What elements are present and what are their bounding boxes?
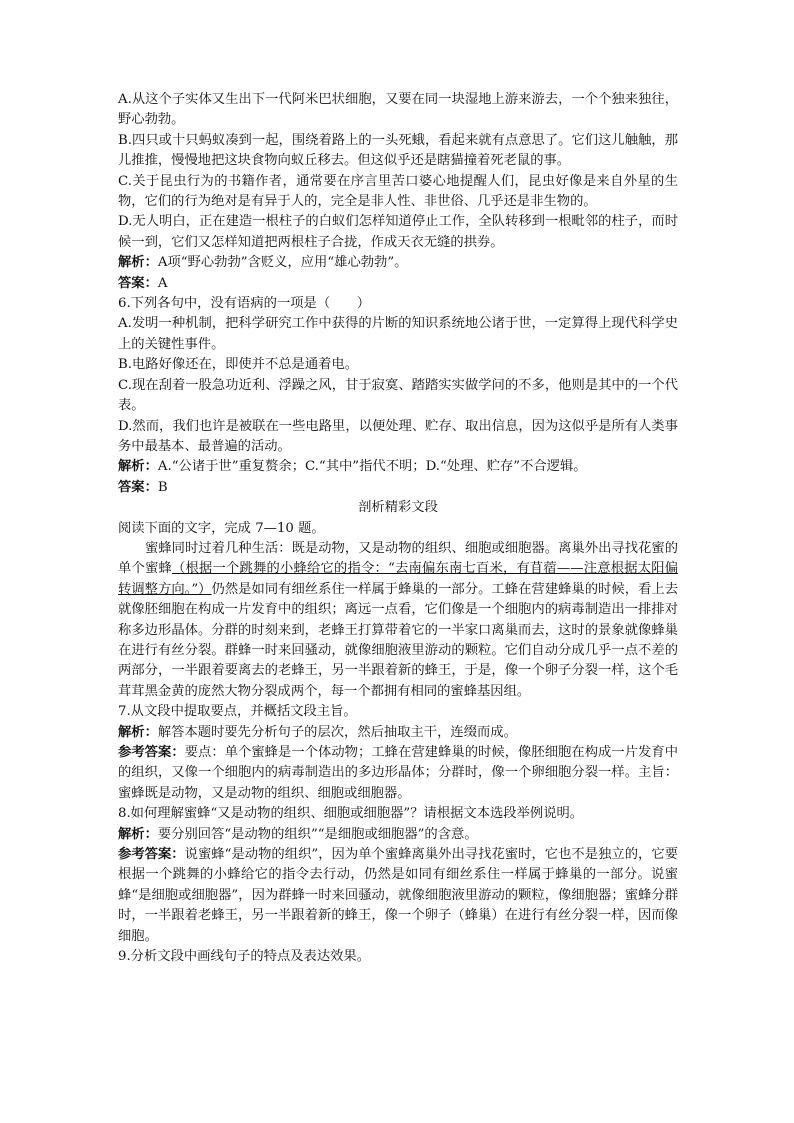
analysis-label: 解析： <box>118 826 158 842</box>
q7-analysis-text: 解答本题时要先分析句子的层次，然后抽取主干，连缀而成。 <box>157 724 517 740</box>
q6-option-c: C.现在刮着一股急功近利、浮躁之风，甘于寂寞、踏踏实实做学问的不多，他则是其中的一个代表。 <box>118 377 678 414</box>
analysis-label: 解析： <box>118 724 158 740</box>
q7-reference-text: 要点：单个蜜蜂是一个体动物；工蜂在营建蜂巢的时候，像胚细胞在构成一片发育中的组织，又像一个细胞内的病毒制造出的多边形晶体；分群时，像一个卵细胞分裂一样。主旨：蜜蜂既是动物，又是动物的组织、细胞或细胞器。 <box>118 745 678 801</box>
q9-stem: 9.分析文段中画线句子的特点及表达效果。 <box>118 949 371 965</box>
answer-label: 答案： <box>118 479 158 495</box>
reading-intro: 阅读下面的文字，完成 7—10 题。 <box>118 520 325 536</box>
section-title: 剖析精彩文段 <box>358 500 438 516</box>
q6-option-d: D.然而，我们也许是被联在一些电路里，以便处理、贮存、取出信息，因为这似乎是所有人类事务中最基本、最普遍的活动。 <box>118 418 678 454</box>
q5-option-c: C.关于昆虫行为的书籍作者，通常要在序言里苦口婆心地提醒人们，昆虫好像是来自外星的生物，它们的行为绝对是有异于人的，完全是非人性、非世俗、几乎还是非生物的。 <box>118 173 678 210</box>
analysis-label: 解析： <box>118 255 158 271</box>
q6-option-b: B.电路好像还在，即使并不总是通着电。 <box>118 357 359 373</box>
q6-analysis <box>118 457 678 477</box>
q6-analysis-text: A.“公诸于世”重复赘余；C.“其中”指代不明；D.“处理、贮存”不合逻辑。 <box>157 459 587 475</box>
q5-answer <box>118 274 678 294</box>
passage-part-2: 仍然是如同有细丝系住一样属于蜂巢的一部分。工蜂在营建蜂巢的时候，看上去就像胚细胞在构成一片发育中的组织；离远一点看，它们像是一个细胞内的病毒制造出一排排对称多边形晶体。分群的时刻来到，老蜂王打算带着它的一半家口离巢而去，这时的景象就像蜂巢在进行有丝分裂。群蜂一时来回骚动，就像细胞液里游动的颗粒。它们自动分成几乎一点不差的两部分，一半跟着要离去的老蜂王，另一半跟着新的蜂王，于是，像一个卵子分裂一样，这个毛茸茸黑金黄的庞然大物分裂成两个，每一个都拥有相同的蜜蜂基因组。 <box>118 581 679 699</box>
q5-analysis-text: A项“野心勃勃”含贬义，应用“雄心勃勃”。 <box>157 255 408 271</box>
reference-answer-label: 参考答案： <box>118 847 185 863</box>
passage-part-1: 蜜蜂同时过着几种生活：既是动物，又是动物的组织、细胞或细胞器。离巢外出寻找花蜜的单个蜜蜂 <box>118 540 678 577</box>
q8-analysis-text: 要分别回答“是动物的组织”“是细胞或细胞器”的含意。 <box>157 826 478 842</box>
q6-answer-text: B <box>157 479 168 495</box>
analysis-label: 解析： <box>118 459 158 475</box>
q7-reference-answer <box>118 743 678 804</box>
document-page <box>118 90 678 967</box>
q7-analysis <box>118 723 678 743</box>
q7-stem: 7.从文段中提取要点，并概括文段主旨。 <box>118 704 357 720</box>
q5-option-b: B.四只或十只蚂蚁凑到一起，围绕着路上的一头死蛾，看起来就有点意思了。它们这儿触触，那儿推推，慢慢地把这块食物向蚁丘移去。但这似乎还是瞎猫撞着死老鼠的事。 <box>118 132 678 169</box>
q5-option-a: A.从这个子实体又生出下一代阿米巴状细胞，又要在同一块湿地上游来游去，一个个独来独往，野心勃勃。 <box>118 92 678 128</box>
q5-option-d: D.无人明白，正在建造一根柱子的白蚁们怎样知道停止工作，全队转移到一根毗邻的柱子，而时候一到，它们又怎样知道把两根柱子合拢，作成天衣无缝的拱券。 <box>118 214 678 250</box>
q8-reference-text: 说蜜蜂“是动物的组织”，因为单个蜜蜂离巢外出寻找花蜜时，它也不是独立的，它要根据一个跳舞的小蜂给它的指令去行动，仍然是如同有细丝系住一样属于蜂巢的一部分。说蜜蜂“是细胞或细胞器”，因为群蜂一时来回骚动，就像细胞液里游动的颗粒，像细胞器；蜜蜂分群时，一半跟着老蜂王，另一半跟着新的蜂王，像一个卵子（蜂巢）在进行有丝分裂一样，因而像细胞。 <box>118 847 678 944</box>
q5-analysis <box>118 253 678 273</box>
q8-stem: 8.如何理解蜜蜂“又是动物的组织、细胞或细胞器”？请根据文本选段举例说明。 <box>118 806 584 822</box>
q8-analysis <box>118 825 678 845</box>
reference-answer-label: 参考答案： <box>118 745 185 760</box>
q5-answer-text: A <box>157 275 168 291</box>
underlined-sentence: （根据一个跳舞的小蜂给它的指令：“去南偏东南七百米，有苜蓿——注意根据太阳偏转调整方向。”） <box>118 561 679 597</box>
q6-answer <box>118 478 678 498</box>
reading-passage <box>118 539 678 702</box>
q6-option-a: A.发明一种机制，把科学研究工作中获得的片断的知识系统地公诸于世，一定算得上现代科学史上的关键性事件。 <box>118 316 678 352</box>
q6-stem: 6.下列各句中，没有语病的一项是（ ） <box>118 296 371 312</box>
answer-label: 答案： <box>118 275 158 291</box>
q8-reference-answer <box>118 845 678 947</box>
